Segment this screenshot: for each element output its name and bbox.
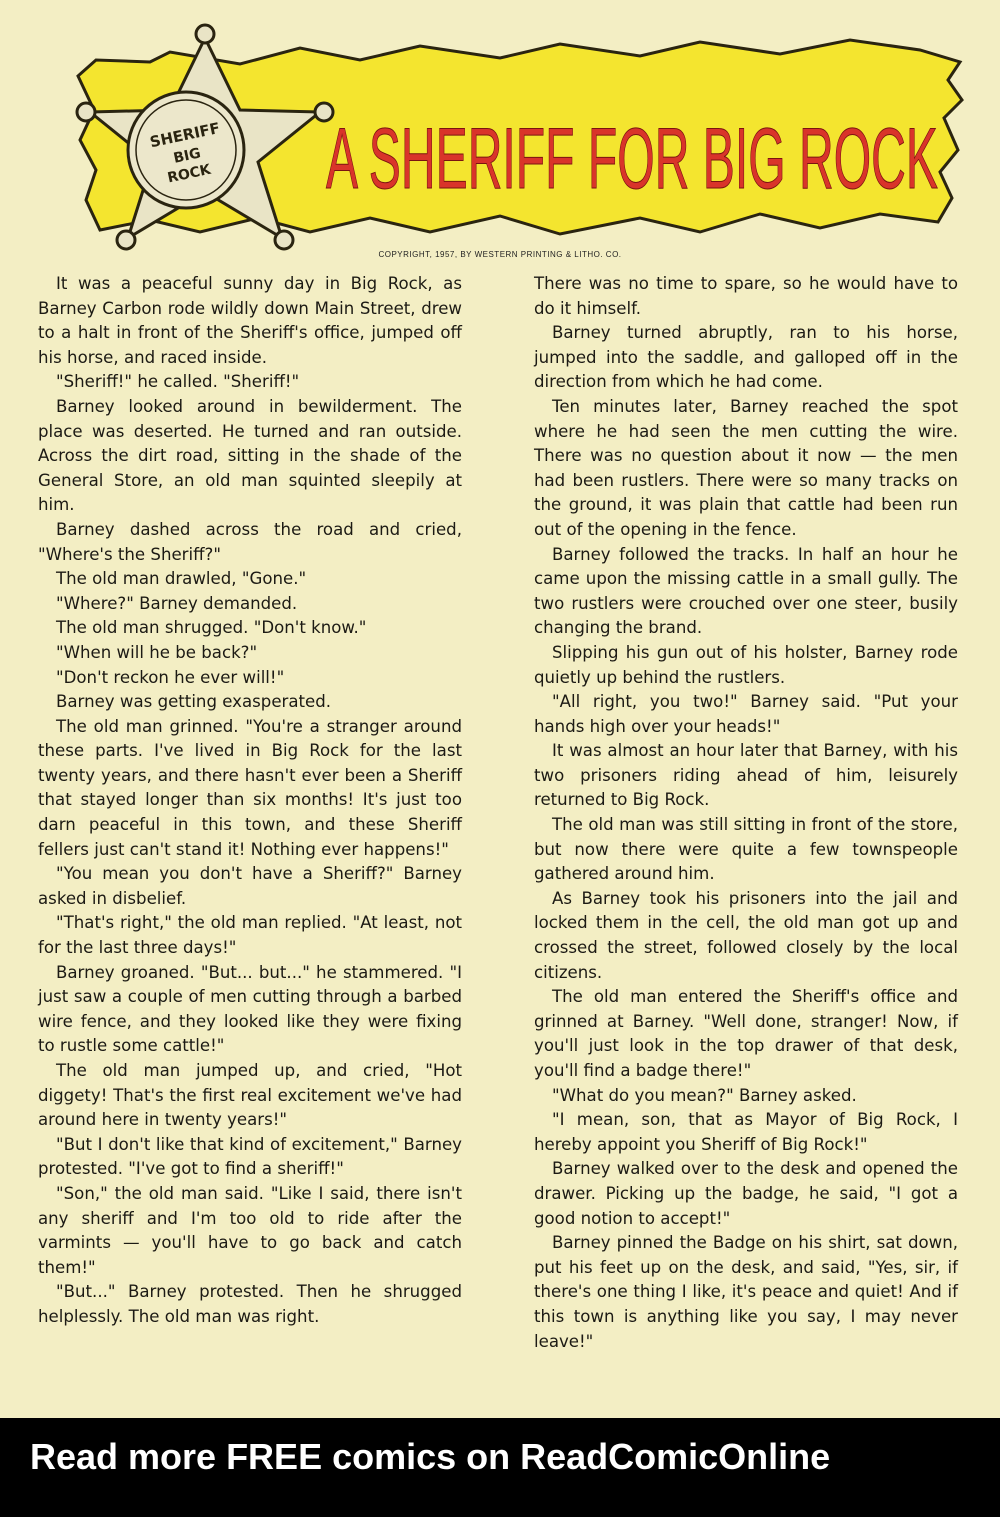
story-column-left bbox=[38, 272, 462, 1330]
copyright-line: COPYRIGHT, 1957, BY WESTERN PRINTING & LITHO. CO. bbox=[378, 250, 622, 259]
story-paragraph: It was almost an hour later that Barney, with his two prisoners riding ahead of him, leisurely returned to Big Rock. bbox=[534, 741, 958, 810]
badge-text-big: BIG bbox=[172, 145, 203, 167]
story-paragraph: "All right, you two!" Barney said. "Put your hands high over your heads!" bbox=[534, 692, 958, 736]
story-paragraph: It was a peaceful sunny day in Big Rock, as Barney Carbon rode wildly down Main Street, drew to a halt in front of the Sheriff's office, jumped off his horse, and raced inside. bbox=[38, 274, 462, 367]
story-paragraph: "That's right," the old man replied. "At least, not for the last three days!" bbox=[38, 913, 462, 958]
badge-text-rock: ROCK bbox=[166, 161, 213, 187]
story-paragraph: Barney pinned the Badge on his shirt, sat down, put his feet up on the desk, and said, "Yes, sir, if there's one thing I like, it's peace and quiet! And if this town is anything like you say, I may never leave!" bbox=[534, 1233, 958, 1351]
story-paragraph: The old man grinned. "You're a stranger around these parts. I've lived in Big Rock for the last twenty years, and there hasn't ever been a Sheriff that stayed longer than six months! It's just too darn peaceful in this town, and these Sheriff fellers just can't stand it! Nothing ever happens!" bbox=[38, 716, 462, 859]
story-title: A SHERIFF FOR BIG ROCK bbox=[326, 111, 938, 207]
story-paragraph: Barney turned abruptly, ran to his horse, jumped into the saddle, and galloped off in the direction from which he had come. bbox=[534, 323, 958, 392]
title-banner bbox=[0, 0, 1000, 270]
story-paragraph: Barney dashed across the road and cried, "Where's the Sheriff?" bbox=[38, 519, 462, 564]
story-paragraph: "Don't reckon he ever will!" bbox=[56, 667, 285, 687]
story-paragraph: The old man drawled, "Gone." bbox=[56, 569, 307, 589]
story-paragraph: Barney was getting exasperated. bbox=[56, 692, 332, 712]
story-paragraph: "But I don't like that kind of excitement," Barney protested. "I've got to find a sheriff!" bbox=[38, 1134, 462, 1179]
story-column-right bbox=[534, 272, 958, 1354]
story-paragraph: The old man shrugged. "Don't know." bbox=[56, 618, 367, 638]
story-paragraph: The old man was still sitting in front of the store, but now there were quite a few townspeople gathered around him. bbox=[534, 815, 958, 884]
badge-text-sheriff: SHERIFF bbox=[148, 118, 222, 152]
story-paragraph: "Son," the old man said. "Like I said, there isn't any sheriff and I'm too old to ride after the varmints — you'll have to go back and catch them!" bbox=[38, 1183, 462, 1277]
story-paragraph: "Where?" Barney demanded. bbox=[56, 593, 298, 613]
story-paragraph: Barney groaned. "But... but..." he stammered. "I just saw a couple of men cutting through a barbed wire fence, and they looked like they were fixing to rustle some cattle!" bbox=[38, 962, 462, 1056]
story-paragraph: "Sheriff!" he called. "Sheriff!" bbox=[56, 372, 300, 392]
story-paragraph: Barney followed the tracks. In half an hour he came upon the missing cattle in a small gully. The two rustlers were crouched over one steer, busily changing the brand. bbox=[534, 544, 958, 638]
story-paragraph: "I mean, son, that as Mayor of Big Rock, I hereby appoint you Sheriff of Big Rock!" bbox=[534, 1110, 958, 1154]
story-paragraph: Ten minutes later, Barney reached the spot where he had seen the men cutting the wire. There was no question about it now — the men had been rustlers. There were so many tracks on the ground, it was plain that cattle had been run out of the opening in the fence. bbox=[534, 396, 958, 539]
story-paragraph: As Barney took his prisoners into the jail and locked them in the cell, the old man got up and crossed the street, followed closely by the local citizens. bbox=[534, 888, 958, 982]
story-paragraph: "When will he be back?" bbox=[56, 642, 258, 662]
story-paragraph: Barney looked around in bewilderment. The place was deserted. He turned and ran outside. Across the dirt road, sitting in the shade of the General Store, an old man squinted sleepily at him. bbox=[38, 396, 462, 515]
story-paragraph: "You mean you don't have a Sheriff?" Barney asked in disbelief. bbox=[38, 864, 462, 908]
story-paragraph-continued: There was no time to spare, so he would have to do it himself. bbox=[534, 274, 958, 318]
story-paragraph: Barney walked over to the desk and opened the drawer. Picking up the badge, he said, "I got a good notion to accept!" bbox=[534, 1159, 958, 1228]
story-paragraph: "But..." Barney protested. Then he shrugged helplessly. The old man was right. bbox=[38, 1282, 462, 1326]
story-paragraph: "What do you mean?" Barney asked. bbox=[552, 1085, 857, 1105]
story-paragraph: The old man jumped up, and cried, "Hot diggety! That's the first real excitement we've had around here in twenty years!" bbox=[38, 1061, 462, 1130]
story-paragraph: The old man entered the Sheriff's office and grinned at Barney. "Well done, stranger! Now, if you'll just look in the top drawer of that desk, you'll find a badge there!" bbox=[534, 987, 958, 1080]
promo-footer-link[interactable]: Read more FREE comics on ReadComicOnline bbox=[30, 1436, 831, 1477]
story-paragraph: Slipping his gun out of his holster, Barney rode quietly up behind the rustlers. bbox=[534, 642, 958, 687]
